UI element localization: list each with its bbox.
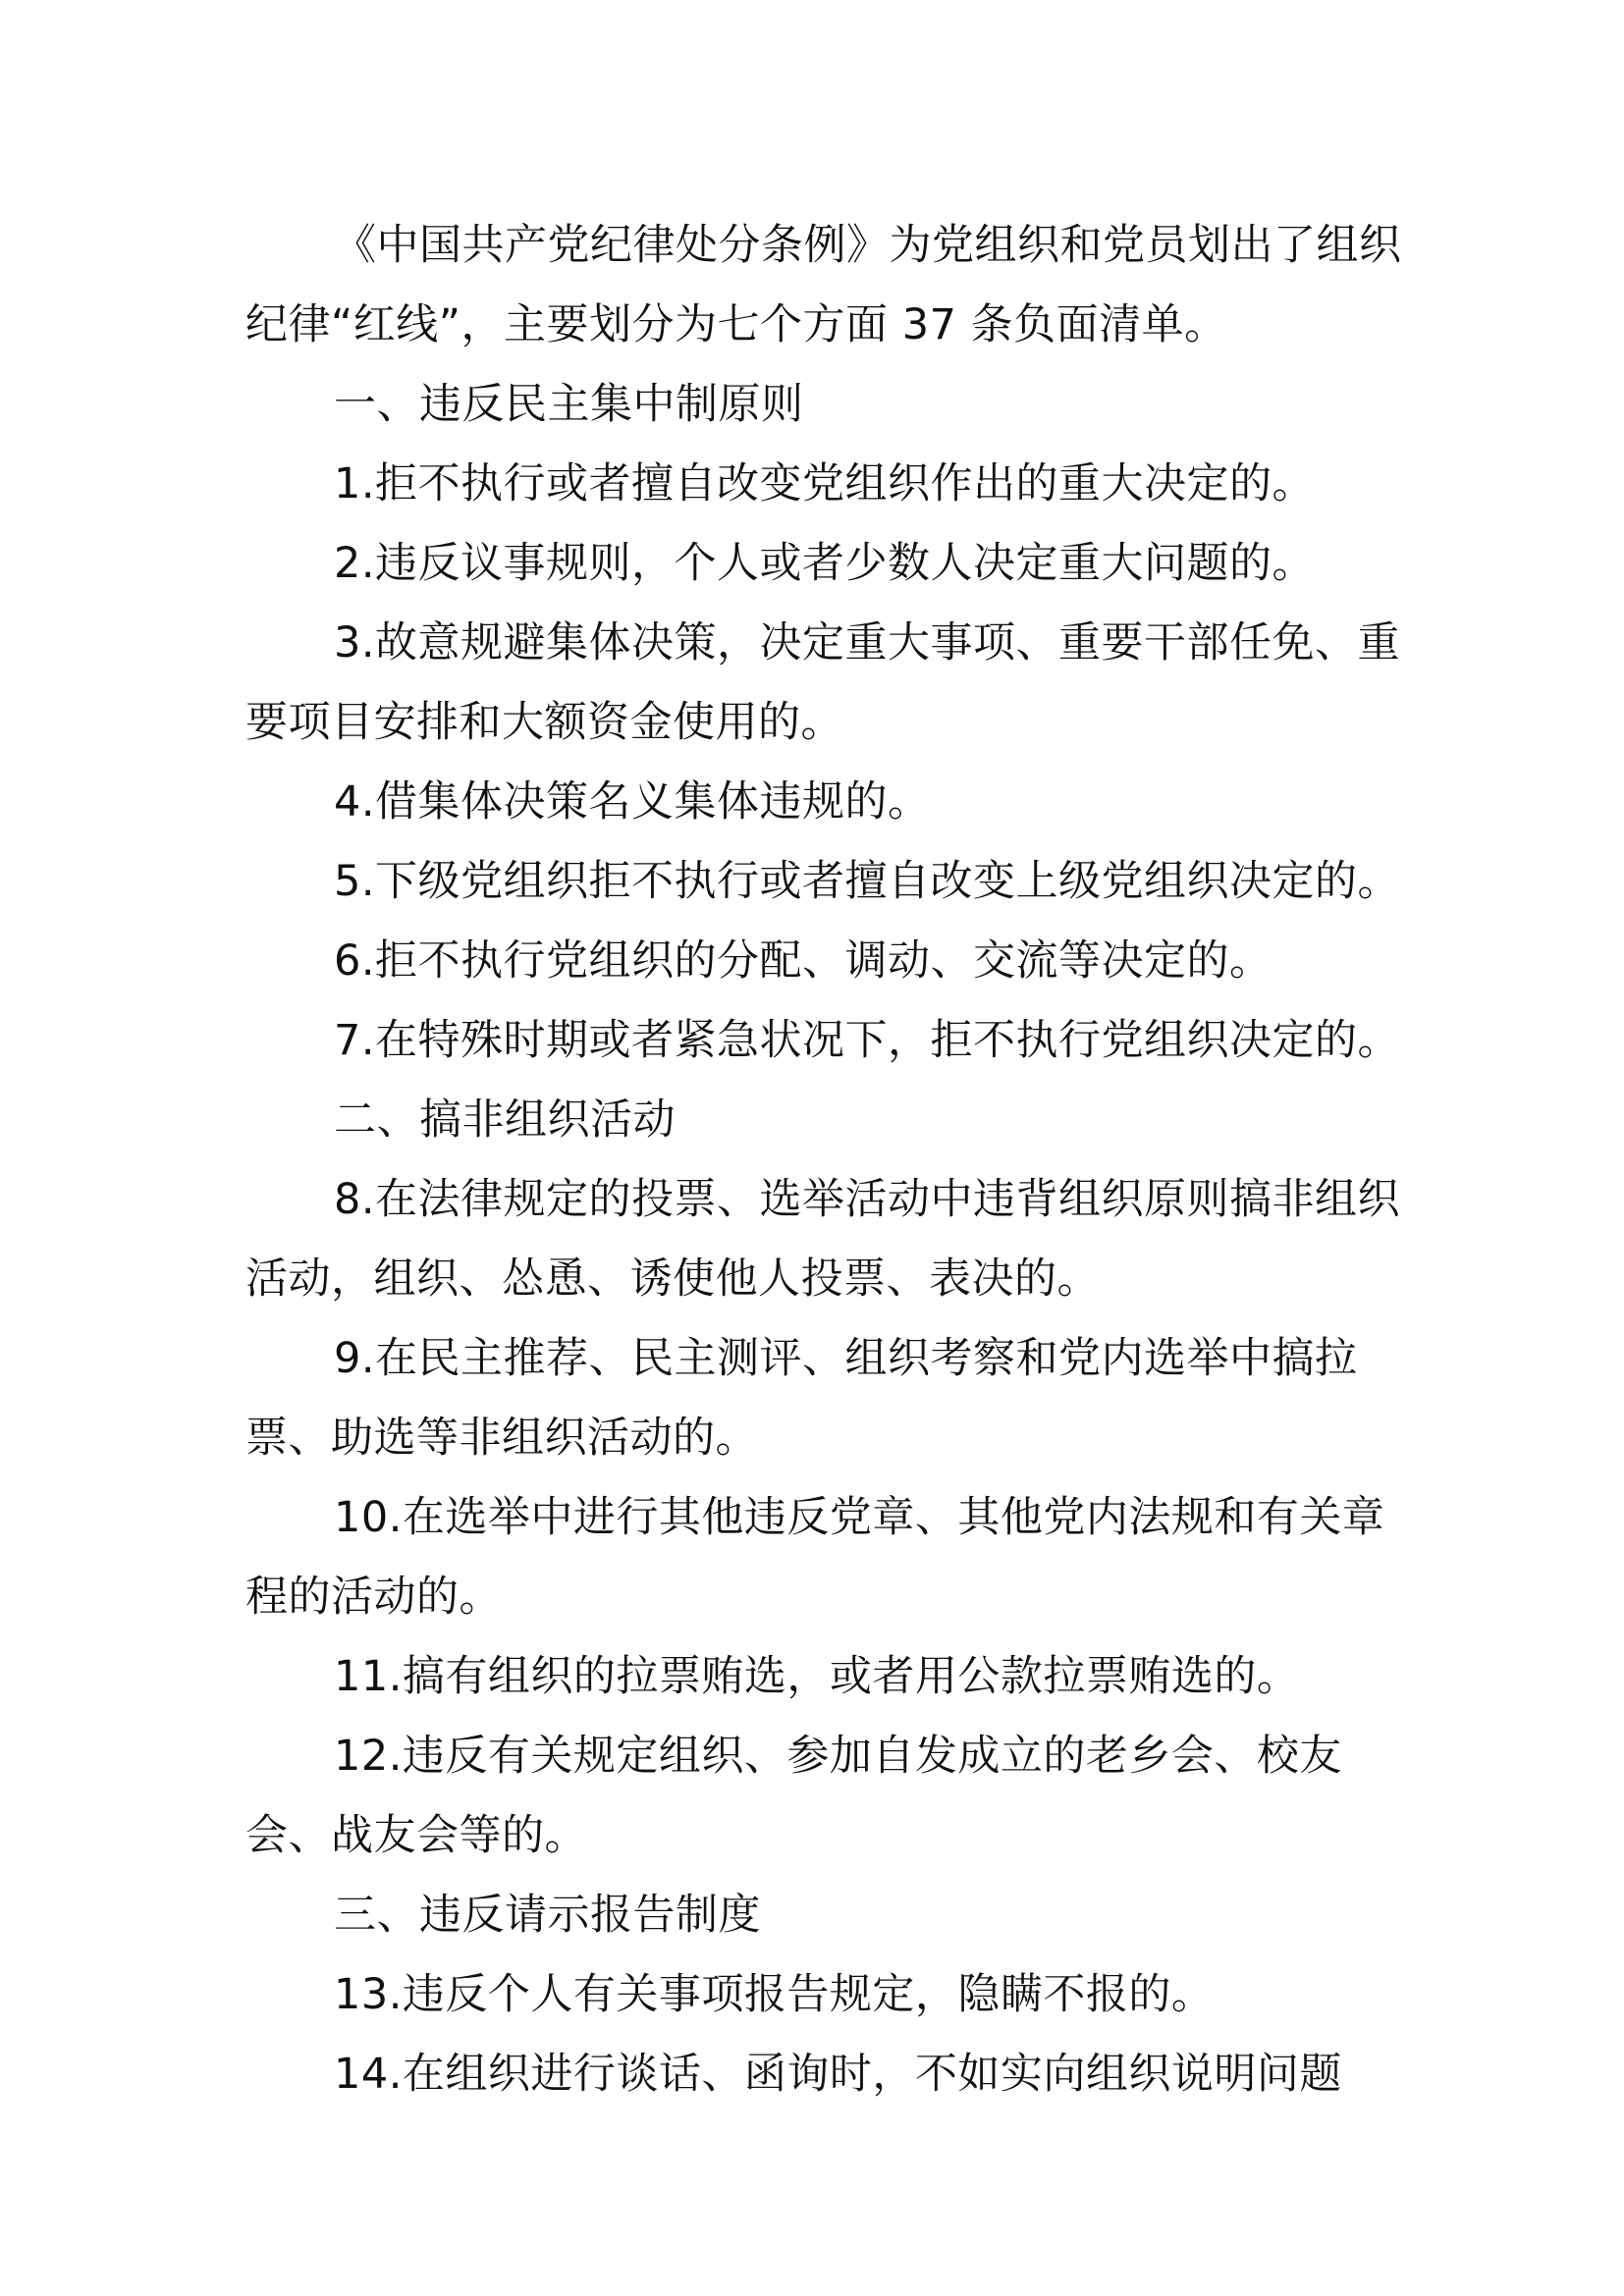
list-item-7: 7.在特殊时期或者紧急状况下，拒不执行党组织决定的。: [334, 1016, 1401, 1065]
list-item-12: 12.违反有关规定组织、参加自发成立的老乡会、校友会、战友会等的。: [245, 1732, 1342, 1860]
section-heading-2: 二、搞非组织活动: [334, 1095, 676, 1145]
intro-paragraph: 《中国共产党纪律处分条例》为党组织和党员划出了组织纪律“红线”，主要划分为七个方面 37 条负面清单。: [245, 221, 1402, 349]
list-item-6: 6.拒不执行党组织的分配、调动、交流等决定的。: [334, 936, 1272, 986]
list-item-14: 14.在组织进行谈话、函询时，不如实向组织说明问题: [334, 2050, 1342, 2099]
section-heading-1: 一、违反民主集中制原则: [334, 380, 804, 429]
list-item-5: 5.下级党组织拒不执行或者擅自改变上级党组织决定的。: [334, 857, 1401, 906]
section-heading-3: 三、违反请示报告制度: [334, 1891, 761, 1940]
list-item-4: 4.借集体决策名义集体违规的。: [334, 777, 931, 827]
list-item-11: 11.搞有组织的拉票贿选，或者用公款拉票贿选的。: [334, 1652, 1300, 1701]
list-item-3: 3.故意规避集体决策，决定重大事项、重要干部任免、重要项目安排和大额资金使用的。: [245, 618, 1401, 747]
document-body: [245, 206, 1404, 2114]
list-item-2: 2.违反议事规则，个人或者少数人决定重大问题的。: [334, 539, 1316, 588]
list-item-13: 13.违反个人有关事项报告规定，隐瞒不报的。: [334, 1970, 1215, 2019]
list-item-9: 9.在民主推荐、民主测评、组织考察和党内选举中搞拉票、助选等非组织活动的。: [245, 1334, 1358, 1463]
list-item-1: 1.拒不执行或者擅自改变党组织作出的重大决定的。: [334, 459, 1316, 508]
list-item-8: 8.在法律规定的投票、选举活动中违背组织原则搞非组织活动，组织、怂恿、诱使他人投票、表决的。: [245, 1175, 1401, 1304]
list-item-10: 10.在选举中进行其他违反党章、其他党内法规和有关章程的活动的。: [245, 1493, 1385, 1622]
